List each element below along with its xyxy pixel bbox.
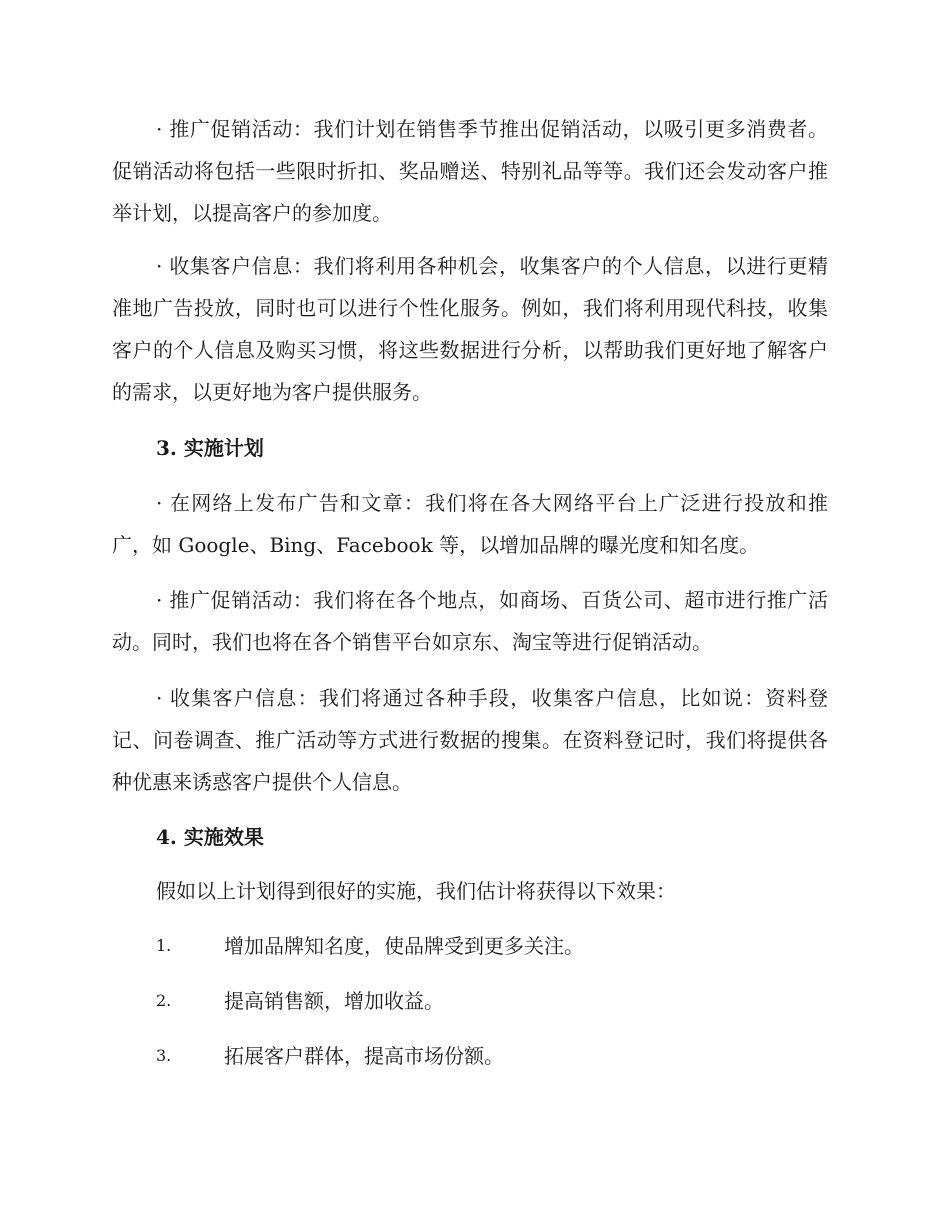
- paragraph-online-ads: · 在网络上发布广告和文章：我们将在各大网络平台上广泛进行投放和推广，如 Google、Bing、Facebook 等，以增加品牌的曝光度和知名度。: [112, 491, 828, 557]
- paragraph-collect-info-methods: · 收集客户信息：我们将通过各种手段，收集客户信息，比如说：资料登记、问卷调查、推广活动等方式进行数据的搜集。在资料登记时，我们将提供各种优惠来诱惑客户提供个人信息。: [112, 686, 828, 794]
- list-number: 2.: [156, 991, 172, 1010]
- paragraph-collect-customer-info: · 收集客户信息：我们将利用各种机会，收集客户的个人信息，以进行更精准地广告投放，同时也可以进行个性化服务。例如，我们将利用现代科技，收集客户的个人信息及购买习惯，将这些数据进行分析，以帮助我们更好地了解客户的需求，以更好地为客户提供服务。: [112, 254, 828, 404]
- paragraph-promotion-activities: · 推广促销活动：我们将在各个地点，如商场、百货公司、超市进行推广活动。同时，我们也将在各个销售平台如京东、淘宝等进行促销活动。: [112, 588, 828, 654]
- list-number: 1.: [156, 936, 172, 955]
- list-text: 增加品牌知名度，使品牌受到更多关注。: [224, 934, 584, 958]
- section-heading-implementation-effect: 4. 实施效果: [156, 825, 264, 849]
- paragraph-promotion-plan: · 推广促销活动：我们计划在销售季节推出促销活动，以吸引更多消费者。促销活动将包括一些限时折扣、奖品赠送、特别礼品等等。我们还会发动客户推举计划，以提高客户的参加度。: [112, 117, 828, 225]
- effect-intro-text: 假如以上计划得到很好的实施，我们估计将获得以下效果：: [156, 879, 676, 903]
- section-heading-implementation-plan: 3. 实施计划: [156, 436, 264, 460]
- list-number: 3.: [156, 1046, 172, 1065]
- list-text: 提高销售额，增加收益。: [224, 989, 444, 1013]
- list-text: 拓展客户群体，提高市场份额。: [224, 1044, 504, 1068]
